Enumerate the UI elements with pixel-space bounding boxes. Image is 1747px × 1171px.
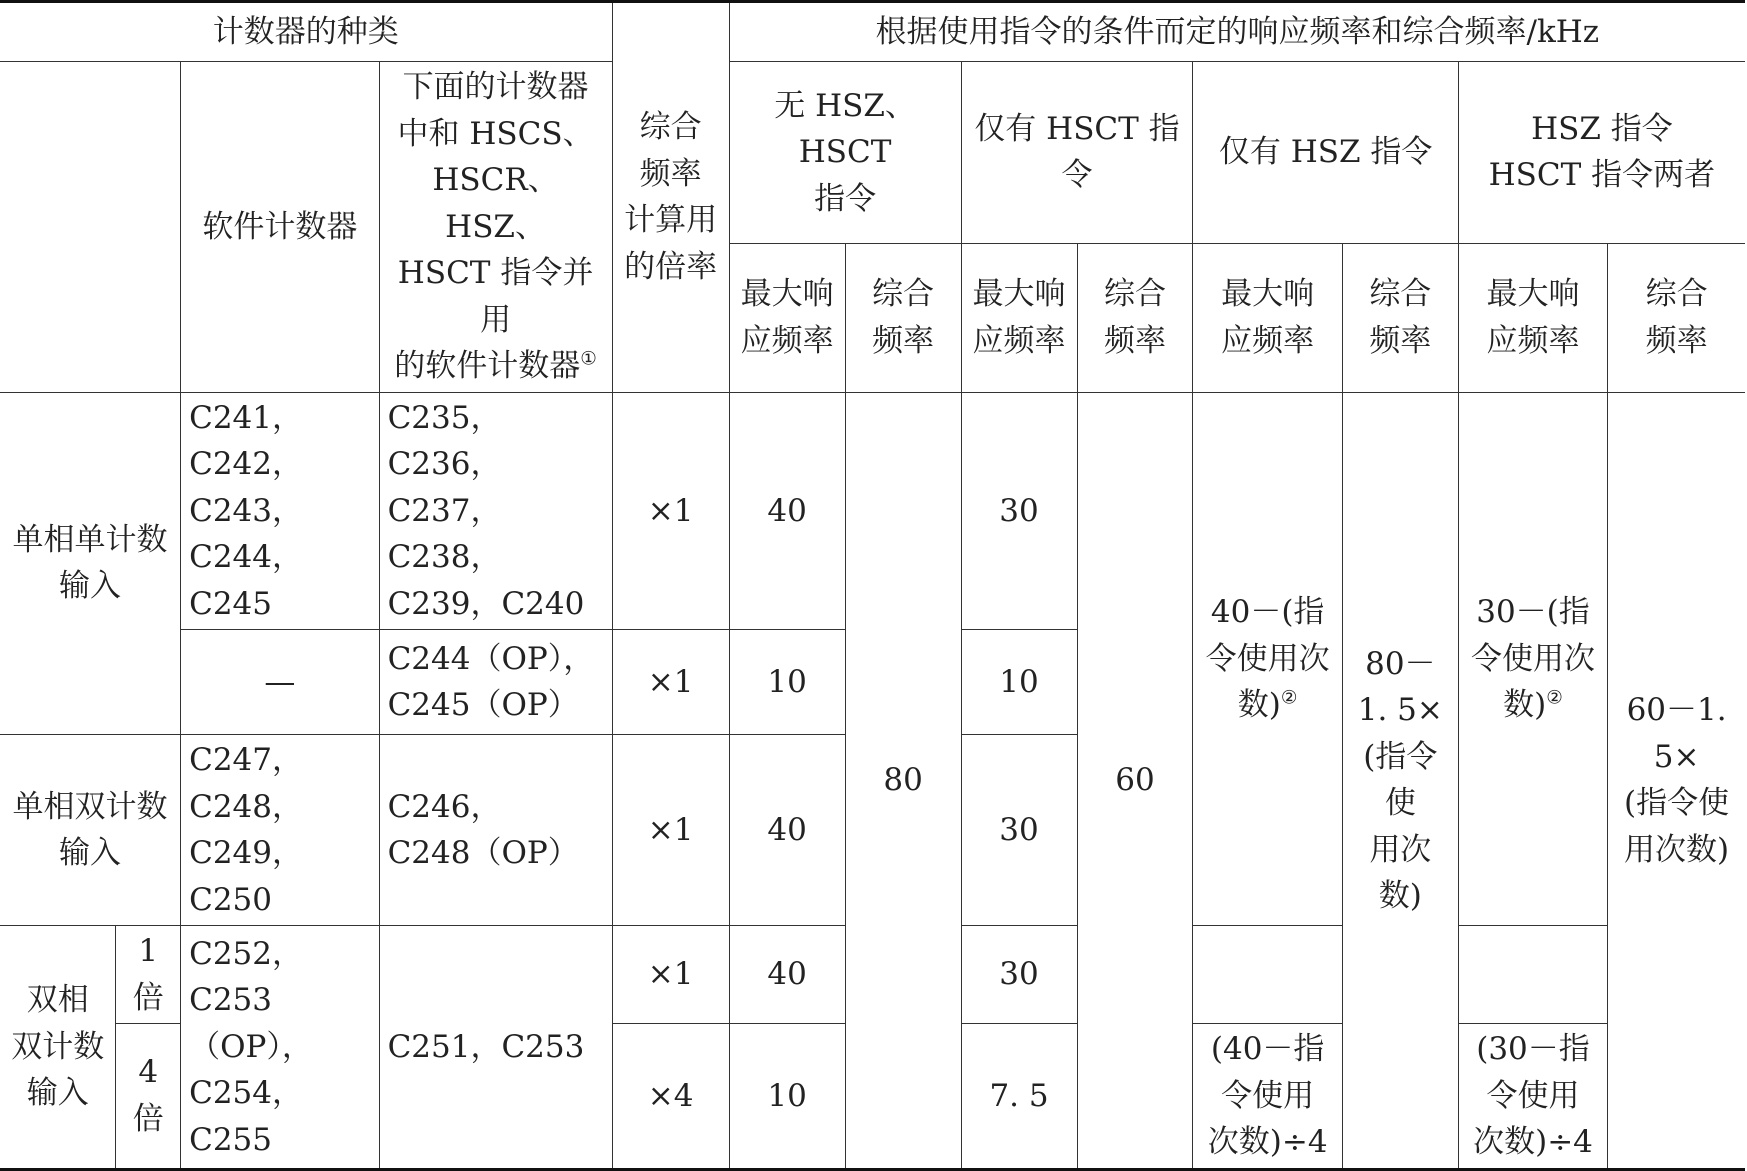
none-synth-merged: 80	[845, 392, 961, 1169]
none-max-cell: 40	[729, 735, 845, 926]
multiplier-cell: ×1	[612, 735, 729, 926]
software-counter-cell: —	[181, 630, 379, 735]
row-label-single-single: 单相单计数 输入	[0, 392, 181, 735]
both-max-merged-top	[1458, 392, 1607, 926]
header-counter-type: 计数器的种类	[0, 2, 612, 62]
header-cond-hsz-only: 仅有 HSZ 指令	[1193, 62, 1458, 244]
header-cond-both: HSZ 指令 HSCT 指令两者	[1458, 62, 1745, 244]
both-max-merged-bottom: (30－指 令使用 次数)÷4	[1458, 1024, 1607, 1170]
combined-counter-cell: C246， C248（OP）	[379, 735, 612, 926]
row-label-single-double: 单相双计数 输入	[0, 735, 181, 926]
header-synth-multiplier: 综合 频率 计算用 的倍率	[612, 2, 729, 393]
header-response-freq-title: 根据使用指令的条件而定的响应频率和综合频率/kHz	[729, 2, 1745, 62]
row-label-two-phase: 双相 双计数 输入	[0, 926, 116, 1170]
header-type-blank	[0, 62, 181, 393]
none-max-cell: 10	[729, 1024, 845, 1170]
multiplier-cell: ×1	[612, 926, 729, 1024]
header-both-synth: 综合 频率	[1608, 243, 1745, 392]
hsct-max-cell: 30	[961, 926, 1077, 1024]
multiplier-cell: ×1	[612, 630, 729, 735]
hsz-max-merged-bottom: (40－指 令使用 次数)÷4	[1193, 1024, 1342, 1170]
both-max-top-text: 30－(指 令使用次 数)	[1470, 594, 1595, 723]
hsz-max-merged-top	[1193, 392, 1342, 926]
header-cond-none: 无 HSZ、HSCT 指令	[729, 62, 961, 244]
hsct-max-cell: 10	[961, 630, 1077, 735]
row-sublabel-x1: 1 倍	[116, 926, 181, 1024]
none-max-cell: 10	[729, 630, 845, 735]
hsct-synth-merged: 60	[1077, 392, 1193, 1169]
hsct-max-cell: 30	[961, 735, 1077, 926]
combined-counter-cell: C251，C253	[379, 926, 612, 1170]
software-counter-cell: C252， C253（OP）， C254， C255	[181, 926, 379, 1170]
combined-counter-cell: C244（OP）， C245（OP）	[379, 630, 612, 735]
header-hsz-max: 最大响 应频率	[1193, 243, 1342, 392]
header-combined-counter	[379, 62, 612, 393]
header-software-counter: 软件计数器	[181, 62, 379, 393]
header-cond-hsct-only: 仅有 HSCT 指令	[961, 62, 1193, 244]
hsct-max-cell: 7. 5	[961, 1024, 1077, 1170]
software-counter-cell: C241，C242， C243，C244， C245	[181, 392, 379, 630]
software-counter-cell: C247，C248， C249，C250	[181, 735, 379, 926]
header-none-max: 最大响 应频率	[729, 243, 845, 392]
hsz-synth-merged: 80－ 1. 5× (指令使 用次数)	[1342, 392, 1458, 1169]
multiplier-cell: ×4	[612, 1024, 729, 1170]
both-synth-merged: 60－1. 5× (指令使 用次数)	[1608, 392, 1745, 1169]
header-hsct-max: 最大响 应频率	[961, 243, 1077, 392]
footnote-marker-2b: ②	[1546, 687, 1563, 709]
hsct-max-cell: 30	[961, 392, 1077, 630]
combined-counter-cell: C235，C236， C237，C238， C239，C240	[379, 392, 612, 630]
none-max-cell: 40	[729, 392, 845, 630]
header-none-synth: 综合 频率	[845, 243, 961, 392]
row-sublabel-x4: 4 倍	[116, 1024, 181, 1170]
header-hsct-synth: 综合 频率	[1077, 243, 1193, 392]
hsz-max-top-text: 40－(指 令使用次 数)	[1205, 594, 1330, 723]
header-both-max: 最大响 应频率	[1458, 243, 1607, 392]
multiplier-cell: ×1	[612, 392, 729, 630]
none-max-cell: 40	[729, 926, 845, 1024]
footnote-marker-1: ①	[580, 348, 597, 370]
footnote-marker-2: ②	[1280, 687, 1298, 709]
header-hsz-synth: 综合 频率	[1342, 243, 1458, 392]
header-combined-counter-text: 下面的计数器 中和 HSCS、 HSCR、HSZ、 HSCT 指令并用 的软件计数器	[394, 69, 594, 384]
